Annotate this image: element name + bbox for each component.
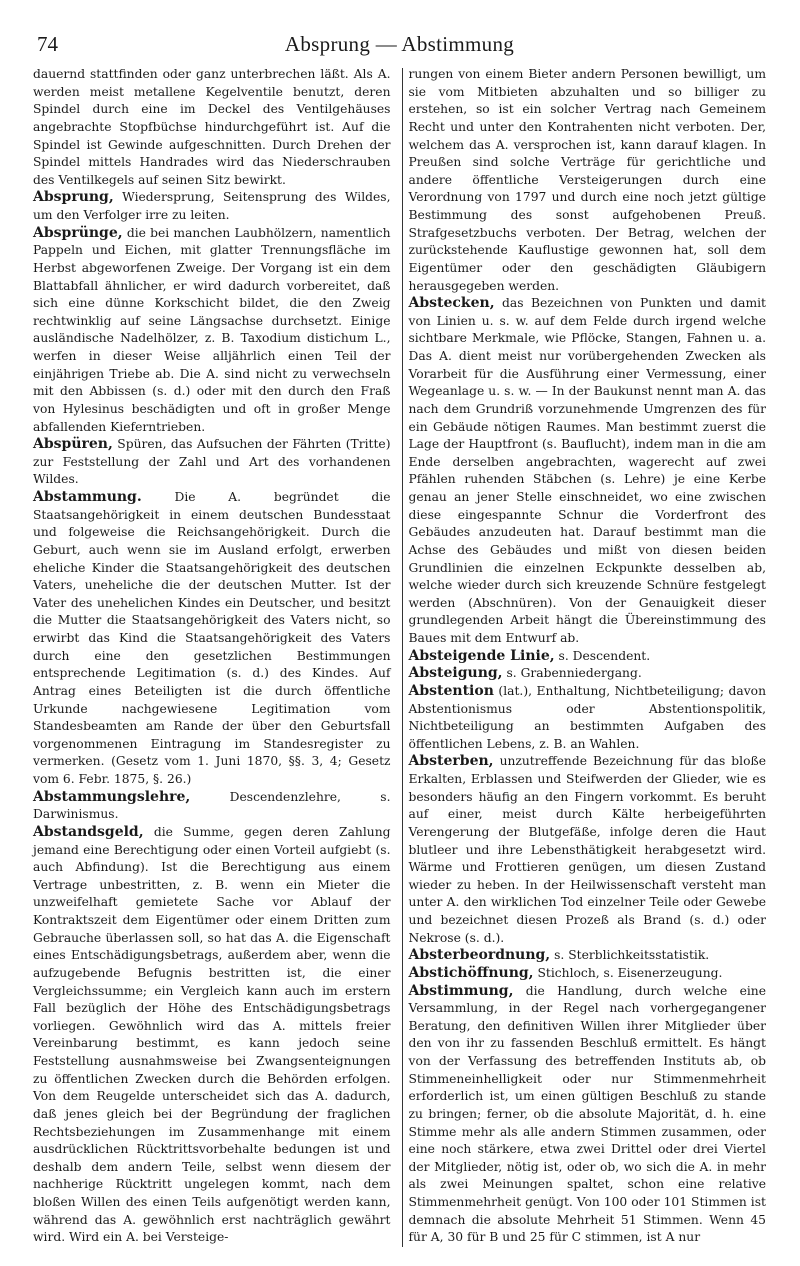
entry-text: s. Grabenniedergang. bbox=[506, 666, 642, 681]
entry-text: Die A. begründet die Staatsangehörigkeit in einem deutschen Bundesstaat und folgeweise die Reichsangehörigkeit. Durch die Geburt, auch wenn sie im Ausland erfolgt, erwerben eheliche Kinder die Staatsangehörigkeit des deutschen Vaters, uneheliche die der deutschen Mutter. Ist der Vater des unehelichen Kindes ein Deutscher, und besitzt die Mutter die Staatsangehörigkeit des Vaters nicht, so erwirbt das Kind die Staatsangehörigkeit des Vaters durch eine den gesetzlichen Bestimmungen entsprechende Legitimation (s. d.) des Kindes. Auf Antrag eines Beteiligten ist die durch öffentliche Urkunde nachgewiesene Legitimation vom Standesbeamten am Rande der über den Geburtsfall vorgenommenen Eintragung im Standesregister zu vermerken. (Gesetz vom 1. Juni 1870, §§. 3, 4; Gesetz vom 6. Febr. 1875, §. 26.) bbox=[33, 490, 391, 786]
entry-headword: Absterben, bbox=[408, 753, 494, 770]
dictionary-entry bbox=[33, 436, 391, 489]
entry-text: Wiedersprung, Seitensprung des Wildes, um den Verfolger irre zu leiten. bbox=[33, 190, 391, 222]
dictionary-entry bbox=[33, 189, 391, 224]
entry-headword: Abstecken, bbox=[408, 295, 495, 312]
running-title: Absprung — Abstimmung bbox=[284, 32, 515, 56]
entry-text: das Bezeichnen von Punkten und damit von Linien u. s. w. auf dem Felde durch irgend welche sichtbare Merkmale, wie Pflöcke, Stangen, Fahnen u. a. Das A. dient meist nur vorübergehenden Zwecken als Vorarbeit für die Ausführung einer Vermessung, einer Wegeanlage u. s. w. — In der Baukunst nennt man A. das nach dem Grundriß vorzunehmende Umgrenzen des für ein Gebäude nötigen Raumes. Man bestimmt zuerst die Lage der Hauptfront (s. Bauflucht), indem man in die am Ende derselben angebrachten, wagerecht auf zwei Pfählen ruhenden Stäbchen (s. Lehre) je eine Kerbe genau an jener Stelle einschneidet, wo eine zwischen diese eingespannte Schnur die Vorderfront des Gebäudes anzudeuten hat. Darauf bestimmt man die Achse des Gebäudes und mißt von diesen beiden Grundlinien die einzelnen Eckpunkte desselben ab, welche wieder durch sich kreuzende Schnüre festgelegt werden (Abschnüren). Von der Genauigkeit dieser grundlegenden Arbeit hängt die Übereinstimmung des Baues mit dem Entwurf ab. bbox=[408, 296, 766, 645]
entry-headword: Absteigung, bbox=[408, 665, 503, 682]
page-number: 74 bbox=[37, 32, 58, 56]
dictionary-entry bbox=[409, 947, 767, 965]
entry-headword: Absprünge, bbox=[33, 224, 123, 241]
entry-text: s. Descendent. bbox=[558, 648, 651, 663]
entry-text: die Summe, gegen deren Zahlung jemand eine Berechtigung oder einen Vorteil aufgiebt (s. auch Abfindung). Ist die Berechtigung aus einem Vertrage unbestritten, z. B. wenn ein Mieter die unzweifelhaft gemietete Sache vor Ablauf der Kontraktszeit dem Eigentümer oder einem Dritten zum Gebrauche überlassen soll, so hat das A. die Eigenschaft eines Entschädigungsbetrags, außerdem aber, wenn die aufzugebende Befugnis bestritten ist, die einer Vergleichssumme; ein Vergleich kann auch im erstern Fall bezüglich der Höhe des Entschädigungsbetrags vorliegen. Gewöhnlich wird das A. mittels freier Vereinbarung bestimmt, es kann jedoch seine Feststellung ausnahmsweise bei Zwangsenteignungen zu öffentlichen Zwecken durch die Behörden erfolgen. Von dem Reugelde unterscheidet sich das A. dadurch, daß jenes gleich bei der Begründung der fraglichen Rechtsbeziehungen im Zusammenhange mit einem ausdrücklichen Rücktrittsvorbehalte bedungen ist und deshalb dem andern Teile, selbst wenn diesem der nachherige Rücktritt ungelegen kommt, nach dem bloßen Willen des einen Teils aufgenötigt werden kann, während das A. gewöhnlich erst nachträglich gewährt wird. Wird ein A. bei Versteige- bbox=[33, 824, 391, 1245]
dictionary-entry bbox=[409, 648, 767, 666]
entry-headword: Absterbeordnung, bbox=[408, 947, 551, 964]
dictionary-entry bbox=[409, 983, 767, 1247]
entry-text: Descendenzlehre, s. Darwinismus. bbox=[33, 789, 391, 822]
entry-headword: Abstammung. bbox=[33, 489, 142, 505]
dictionary-entry bbox=[33, 225, 391, 437]
entry-headword: Abstandsgeld, bbox=[33, 823, 144, 840]
dictionary-entry bbox=[409, 66, 767, 295]
dictionary-entry bbox=[33, 789, 391, 824]
entry-headword: Abstammungslehre, bbox=[33, 788, 191, 805]
dictionary-entry bbox=[409, 965, 767, 983]
dictionary-entry bbox=[409, 295, 767, 648]
entry-text: Stichloch, s. Eisenerzeugung. bbox=[537, 965, 723, 980]
entry-text: Spüren, das Aufsuchen der Fährten (Tritte) zur Feststellung der Zahl und Art des vorhandenen Wildes. bbox=[33, 437, 391, 487]
entry-text: (lat.), Enthaltung, Nichtbeteiligung; davon Abstentionismus oder Abstentionspolitik, Nichtbeteiligung an bestimmten Aufgaben des öffentlichen Lebens, z. B. an Wahlen. bbox=[408, 683, 766, 751]
entry-text: s. Sterblichkeitsstatistik. bbox=[554, 948, 710, 963]
entry-headword: Abstention bbox=[408, 682, 494, 699]
entry-text: dauernd stattfinden oder ganz unterbrechen läßt. Als A. werden meist metallene Kegelventile benutzt, deren Spindel durch eine im Deckel des Ventilgehäuses angebrachte Stopfbüchse hindurchgeführt ist. Auf die Spindel ist Gewinde aufgeschnitten. Durch Drehen der Spindel mittels Handrades wird das Niederschrauben des Ventilkegels auf seinen Sitz bewirkt. bbox=[33, 67, 391, 187]
entry-headword: Abstimmung, bbox=[408, 982, 514, 999]
dictionary-entry bbox=[409, 753, 767, 947]
right-column bbox=[400, 66, 767, 1247]
entry-text: rungen von einem Bieter andern Personen bewilligt, um sie vom Mitbieten abzuhalten und so billiger zu erstehen, so ist ein solcher Vertrag nach Gemeinem Recht und unter den Kontrahenten nicht verboten. Der, welchem das A. versprochen ist, kann darauf klagen. In Preußen sind solche Verträge für gerichtliche und andere öffentliche Versteigerungen durch eine Verordnung von 1797 und durch eine noch jetzt gültige Bestimmung des sonst aufgehobenen Preuß. Strafgesetzbuchs verboten. Der Betrag, welchen der zurückstehende Kauflustige gewonnen hat, soll dem Eigentümer oder den geschädigten Gläubigern herausgegeben werden. bbox=[408, 67, 766, 293]
page-header bbox=[33, 30, 766, 58]
dictionary-entry bbox=[409, 683, 767, 754]
left-column bbox=[33, 66, 400, 1247]
entry-headword: Abstichöffnung, bbox=[408, 964, 534, 981]
two-column-body bbox=[33, 66, 766, 1247]
entry-headword: Absteigende Linie, bbox=[408, 647, 555, 664]
dictionary-entry bbox=[33, 824, 391, 1247]
entry-text: die bei manchen Laubhölzern, namentlich Pappeln und Eichen, mit glatter Trennungsfläche im Herbst abgeworfenen Zweige. Der Vorgang ist ein dem Blattabfall ähnlicher, er wird dadurch vorbereitet, daß sich eine dünne Korkschicht bildet, die den Zweig rechtwinklig auf seine Längsachse durchsetzt. Einige ausländische Nadelhölzer, z. B. Taxodium distichum L., werfen in dieser Weise alljährlich einen Teil der einjährigen Triebe ab. Die A. sind nicht zu verwechseln mit den Abbissen (s. d.) oder mit den durch den Fraß von Hylesinus beschädigten und oft in großer Menge abfallenden Kieferntrieben. bbox=[33, 225, 391, 434]
dictionary-entry bbox=[33, 489, 391, 789]
entry-headword: Abspüren, bbox=[33, 436, 113, 453]
entry-text: die Handlung, durch welche eine Versammlung, in der Regel nach vorhergegangener Beratung, den definitiven Willen ihrer Mitglieder über den von ihr zu fassenden Beschluß ermittelt. Es hängt von der Verfassung des betreffenden Instituts ab, ob Stimmeneinhelligkeit oder nur Stimmenmehrheit erforderlich ist, um einen gültigen Beschluß zu stande zu bringen; ferner, ob die absolute Majorität, d. h. eine Stimme mehr als alle andern Stimmen zusammen, oder eine noch stärkere, etwa zwei Drittel oder drei Viertel der Mitglieder, nötig ist, oder ob, wo sich die A. in mehr als zwei Meinungen spaltet, schon eine relative Stimmenmehrheit genügt. Von 100 oder 101 Stimmen ist demnach die absolute Mehrheit 51 Stimmen. Wenn 45 für A, 30 für B und 25 für C stimmen, ist A nur bbox=[408, 983, 766, 1245]
entry-text: unzutreffende Bezeichnung für das bloße Erkalten, Erblassen und Steifwerden der Glieder, wie es besonders häufig an den Fingern vorkommt. Es beruht auf einer, meist durch Kälte herbeigeführten Verengerung der Blutgefäße, infolge deren die Haut blutleer und ihre Lebensthätigkeit herabgesetzt wird. Wärme und Frottieren genügen, um diesen Zustand wieder zu heben. In der Heilwissenschaft versteht man unter A. den wirklichen Tod einzelner Teile oder Gewebe und bezeichnet diesen Prozeß als Brand (s. d.) oder Nekrose (s. d.). bbox=[408, 754, 766, 945]
dictionary-entry bbox=[33, 66, 391, 189]
entry-headword: Absprung, bbox=[33, 189, 114, 206]
dictionary-entry bbox=[409, 665, 767, 683]
column-divider bbox=[402, 68, 403, 1247]
